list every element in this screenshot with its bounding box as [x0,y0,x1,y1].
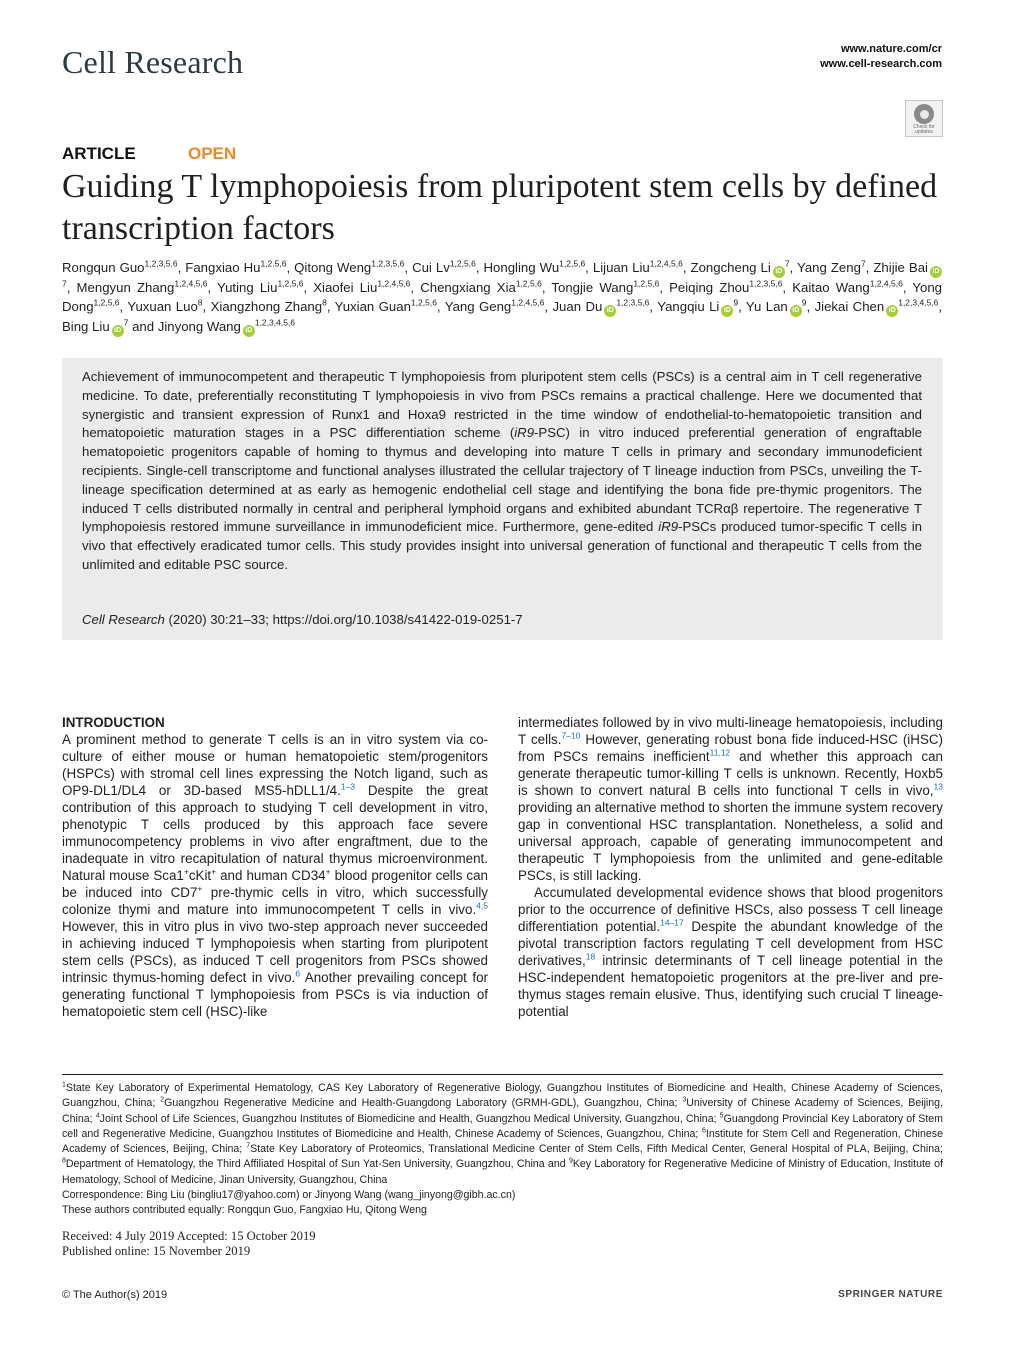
author-affiliation-marks: 7 [62,278,67,289]
body-column-left [62,714,488,1020]
author-name[interactable]: Zhijie Bai [873,260,928,275]
author-name[interactable]: Zongcheng Li [690,260,771,275]
author-affiliation-marks: 7 [123,317,129,328]
body-column-right [518,714,943,1020]
author [657,299,738,314]
author-name[interactable]: Qitong Weng [294,260,372,275]
author-affiliation-marks: 1,2,3,5,6 [371,258,405,269]
received-accepted-dates: Received: 4 July 2019 Accepted: 15 October 2019 [62,1229,316,1243]
author-affiliation-marks: 1,2,5,6 [449,258,476,269]
superscript: + [197,883,203,894]
author [211,299,327,314]
body-ref[interactable]: 7–10 [561,730,581,741]
copyright: © The Author(s) 2019 [62,1289,168,1301]
author-name[interactable]: Jiekai Chen [814,299,885,314]
equal-contribution-note: These authors contributed equally: Rongqun Guo, Fangxiao Hu, Qitong Weng [62,1204,427,1217]
affiliation-number: 8 [62,1157,66,1165]
author [815,299,939,314]
author [593,260,683,275]
affiliation-text: Guangdong Provincial Key Laboratory of Stem cell and Regenerative Medicine, Guangzhou Institutes of Biomedicine and Health, Chinese Academy of Sciences, Guangzhou, China; [62,1112,944,1140]
author-name[interactable]: Kaitao Wang [792,280,870,295]
author-affiliation-marks: 1,2,5,6 [633,278,660,289]
author [313,280,410,295]
author-affiliation-marks: 9 [733,297,739,308]
author-affiliation-marks: 1,2,4,5,6 [174,278,208,289]
orcid-icon[interactable]: iD [773,266,785,278]
author-affiliation-marks: 1,2,5,6 [559,258,586,269]
affiliation-number: 3 [682,1096,687,1104]
author-name[interactable]: Rongqun Guo [62,260,145,275]
author [484,260,586,275]
body-text: providing an alternative method to shorten the immune system recovery gap in conventional HSC transplantation. Nonetheless, a solid and universal approach, capable of generating immunocompetent and therapeutic T lymphopoiesis from the unlimited and gene-editable PSCs, is still lacking. [518,800,943,883]
author [335,299,437,314]
affiliation-text: Joint School of Life Sciences, Guangzhou Institutes of Biomedicine and Health, Guangzhou Medical University, Guangzhou, China; [99,1112,720,1125]
superscript: + [325,866,331,877]
journal-urls [820,42,942,72]
author-name[interactable]: Yong Dong [62,280,942,314]
affiliation-text: State Key Laboratory of Experimental Hematology, CAS Key Laboratory of Regenerative Biology, Guangzhou Institutes of Biomedicine and Health, Chinese Academy of Sciences, Guangzhou, China; [62,1082,943,1110]
affiliation-number: 5 [719,1112,724,1120]
body-ref[interactable]: 1–3 [340,781,356,792]
body-text: Accumulated developmental evidence shows that blood progenitors prior to the occurrence of definitive HSCs, also possess T cell lineage differentiation potential. [518,885,943,934]
affiliation-number: 1 [62,1081,66,1089]
correspondence: Correspondence: Bing Liu (bingliu17@yahoo.com) or Jinyong Wang (wang_jinyong@gibh.ac.cn) [62,1189,516,1202]
citation-journal: Cell Research [82,612,165,627]
author [552,299,649,314]
abstract-text [82,368,922,575]
italic-term: iR9 [658,519,679,535]
orcid-icon[interactable]: iD [112,325,124,337]
affiliation-text: Key Laboratory for Regenerative Medicine of Ministry of Education, Institute of Hematology, School of Medicine, Jinan University, Guangzhou, China [62,1158,943,1186]
author-affiliation-marks: 8 [322,297,327,308]
author [217,280,303,295]
orcid-icon[interactable]: iD [930,266,942,278]
orcid-icon[interactable]: iD [243,325,255,337]
body-ref[interactable]: 13 [933,781,943,792]
author-affiliation-marks: 1,2,4,5,6 [869,278,903,289]
author [445,299,545,314]
author-name[interactable]: Juan Du [552,299,603,314]
author-affiliation-marks: 1,2,3,5,6 [144,258,178,269]
left-column-text [62,731,488,1020]
author-name[interactable]: Yang Zeng [797,260,861,275]
orcid-icon[interactable]: iD [721,305,733,317]
author-name[interactable]: Hongling Wu [483,260,560,275]
published-date: Published online: 15 November 2019 [62,1244,251,1258]
body-text: Another prevailing concept for generating functional T lymphopoiesis from PSCs is via induction of hematopoietic stem cell (HSC)-like [62,970,488,1019]
body-text: However, generating robust bona fide induced-HSC (iHSC) from PSCs remains inefficient [518,732,943,764]
author [294,260,404,275]
footnote-divider [62,1074,943,1075]
check-for-updates-badge[interactable] [905,100,943,137]
author-affiliation-marks: 7 [784,258,790,269]
author-affiliation-marks: 1,2,3,4,5,6 [254,317,296,328]
affiliation-number: 9 [568,1157,573,1165]
section-heading-introduction: INTRODUCTION [62,715,165,730]
body-text: A prominent method to generate T cells is an in vitro system via co-culture of either mouse or human hematopoietic stem/progenitors (HSPCs) with stromal cell lines expressing the Notch ligand, such as OP9-DL1/DL4 or 3D-based MS5-hDLL1/4. [62,732,488,798]
body-ref[interactable]: 11,12 [709,747,731,758]
body-text: cKit [188,868,212,883]
affiliation-text: Institute for Stem Cell and Regeneration, Chinese Academy of Sciences, Beijing, China; [62,1127,943,1156]
paper-title: Guiding T lymphopoiesis from pluripotent stem cells by defined transcription factors [62,168,938,247]
author [62,319,128,334]
publisher-logo: SPRINGER NATURE [838,1289,943,1300]
paragraph [62,731,488,1020]
author-affiliation-marks: 7 [860,258,866,269]
affiliation-text: State Key Laboratory of Proteomics, Translational Medicine Center of Stem Cells, Fifth Medical Center, General Hospital of PLA, Beijing, China; [250,1143,943,1156]
author-affiliation-marks: 1,2,5,6 [410,297,437,308]
abstract-text: -PSC) in vitro induced preferential generation of engraftable hematopoietic progenitors capable of homing to thymus and developing into mature T cells in primary and secondary immunodeficient recipients. Single-cell transcriptome and functional analyses illustrated the cellular trajectory of T lineage induction from PSCs, unveiling the T-lineage specification determined at as early as hemogenic endothelial cell stage and identifying the bona fide pre-thymic progenitors. The induced T cells distributed normally in central and peripheral lymphoid organs and exhibited abundant TCRαβ repertoire. The regenerative T lymphopoiesis restored immune surveillance in immunodeficient mice. Furthermore, gene-edited [82,425,922,535]
superscript: + [211,866,217,877]
author-name[interactable]: Fangxiao Hu [185,260,261,275]
author-name[interactable]: Tongjie Wang [551,280,634,295]
author-name[interactable]: Yuxian Guan [334,299,411,314]
orcid-icon[interactable]: iD [790,305,802,317]
affiliation-text: Department of Hematology, the Third Affiliated Hospital of Sun Yat-Sen University, Guangzhou, China and [65,1158,569,1171]
author [551,280,659,295]
author-affiliation-marks: 1,2,4,5,6 [511,297,545,308]
paragraph [518,714,943,884]
body-ref[interactable]: 6 [295,968,301,979]
body-ref[interactable]: 18 [585,951,596,962]
body-ref[interactable]: 4,5 [476,900,488,911]
journal-url-nature[interactable]: www.nature.com/cr [840,43,942,55]
author-affiliation-marks: 1,2,4,5,6 [649,258,683,269]
author [420,280,542,295]
author-name[interactable]: Xiaofei Liu [313,280,378,295]
author-name[interactable]: Cui Lv [412,260,450,275]
author-affiliation-marks: 1,2,5,6 [260,258,287,269]
author-affiliation-marks: 1,2,5,6 [277,278,304,289]
body-ref[interactable]: 14–17 [660,917,684,928]
journal-title: Cell Research [62,44,244,80]
orcid-icon[interactable]: iD [886,305,898,317]
body-text: However, this in vitro plus in vivo two-step approach never succeeded in achieving induced T lymphopoiesis when starting from pluripotent stem cells (PSCs), as induced T cell progenitors from PSCs showed intrinsic thymus-homing defect in vivo. [62,919,488,985]
body-text: Despite the great contribution of this approach to studying T cell development in vitro, phenotypic T cells produced by this approach face severe immunocompetency problems in vivo after engraftment, due to the inadequate in vitro recapitulation of natural thymus microenvironment. Natural mouse Sca1 [62,783,488,883]
author-name[interactable]: Chengxiang Xia [420,280,516,295]
affiliation-number: 6 [701,1127,706,1135]
paragraph [518,884,943,1020]
author-name[interactable]: Jinyong Wang [157,319,241,334]
citation-details[interactable]: (2020) 30:21–33; https://doi.org/10.1038/s41422-019-0251-7 [164,612,523,627]
affiliations [62,1081,943,1188]
author [746,299,807,314]
author-affiliation-marks: 9 [801,297,807,308]
author-affiliation-marks: 8 [197,297,203,308]
check-updates-icon [914,104,934,124]
body-text: and whether this approach can generate therapeutic tumor-killing T cells is unknown. Recently, Hoxb5 is shown to convert natural B cells into functional T cells in vivo, [518,749,943,798]
author-name[interactable]: Mengyun Zhang [76,280,175,295]
body-text: pre-thymic cells in vitro, which successfully colonize thymi and mature into immunocompetent T cells in vivo. [62,885,488,917]
affiliation-text: Guangzhou Regenerative Medicine and Health-Guangdong Laboratory (GRMH-GDL), Guangzhou, China; [164,1097,683,1110]
author-name[interactable]: Yuxuan Luo [127,299,198,314]
author-name[interactable]: Yuting Liu [217,280,278,295]
author [127,299,202,314]
journal-url-cell-research[interactable]: www.cell-research.com [820,58,942,70]
body-text: and human CD34 [216,868,326,883]
abstract-text: -PSCs produced tumor-specific T cells in vivo that effectively eradicated tumor cells. This study provides insight into universal generation of functional and therapeutic T cells from the unlimited and editable PSC source. [82,519,922,572]
body-text: intermediates followed by in vivo multi-lineage hematopoiesis, including T cells. [518,715,943,747]
author-affiliation-marks: 1,2,3,5,6 [616,297,650,308]
author [792,280,903,295]
orcid-icon[interactable]: iD [604,305,616,317]
footnotes [62,1081,943,1219]
author-name[interactable]: Xiangzhong Zhang [210,299,323,314]
affiliation-text: University of Chinese Academy of Sciences, Beijing, China; [62,1097,944,1125]
author [669,280,782,295]
body-text: intrinsic determinants of T cell lineage potential in the HSC-independent hematopoietic progenitors at the pre-liver and pre-thymus stages remain elusive. Thus, identifying such crucial T lineage-potential [518,953,943,1019]
article-type-label: ARTICLE [62,144,136,163]
abstract-text: Achievement of immunocompetent and therapeutic T lymphopoiesis from pluripotent stem cells (PSCs) is a central aim in T cell regenerative medicine. To date, preferentially reconstituting T lymphopoiesis in vivo from PSCs remains a practical challenge. Here we documented that synergistic and transient expression of Runx1 and Hoxa9 restricted in the time window of endothelial-to-hematopoietic transition and hematopoietic maturation stages in a PSC differentiation scheme ( [82,369,922,441]
superscript: + [183,866,189,877]
author-name[interactable]: Yu Lan [745,299,788,314]
author [77,280,208,295]
author-name[interactable]: Peiqing Zhou [669,280,750,295]
author-name[interactable]: Lijuan Liu [592,260,650,275]
author [185,260,286,275]
author-name[interactable]: Yangqiu Li [657,299,720,314]
author [412,260,476,275]
affiliation-number: 7 [246,1142,251,1150]
author-affiliation-marks: 1,2,5,6 [515,278,542,289]
author-affiliation-marks: 1,2,4,5,6 [377,278,411,289]
author-name[interactable]: Yang Geng [444,299,512,314]
author-affiliation-marks: 1,2,5,6 [93,297,120,308]
italic-term: iR9 [514,425,535,441]
author [158,319,295,334]
body-text: blood progenitor cells can be induced into CD7 [62,868,488,900]
author [691,260,790,275]
check-updates-label: Check for updates [913,124,935,135]
citation-line [82,612,922,627]
author-list: Rongqun Guo$^{1,2,3,5,6}$, Fangxiao Hu$^{1,2,5,6}$, Qitong Weng$^{1,2,3,5,6}$, Cui Lv$^{1,2,5,6}$, Hongling Wu$^{1,2,5,6}$, Lijuan Liu$^{1,2,4,5,6}$, Zongcheng Li $iD^7$, Yang Zeng$^7$, Zhijie Bai $iD^7$, Mengyun Zhang$^{1,2,4,5,6}$, Yuting Liu$^{1,2,5,6}$, Xiaofei Liu$^{1,2,4,5,6}$, Chengxiang Xia$^{1,2,5,6}$, Tongjie Wang$^{1,2,5,6}$, Peiqing Zhou$^{1,2,3,5,6}$, Kaitao Wang$^{1,2,4,5,6}$, Yong Dong$^{1,2,5,6}$, Yuxuan Luo$^8$, Xiangzhong Zhang$^8$, Yuxian Guan$^{1,2,5,6}$, Yang Geng$^{1,2,4,5,6}$, Juan Du iD$^{1,2,3,5,6}$, Yangqiu Li $iD^9$, Yu Lan $iD^9$, Jiekai Chen iD$^{1,2,3,4,5,6}$, Bing Liu $iD^7$ and Jinyong Wang iD$^{1,2,3,4,5,6}$ [62,258,942,337]
author-affiliation-marks: 1,2,3,5,6 [749,278,783,289]
author-name[interactable]: Bing Liu [62,319,110,334]
author-affiliation-marks: 1,2,3,4,5,6 [898,297,939,308]
open-access-label: OPEN [188,144,237,163]
article-dates [62,1229,316,1259]
author [797,260,866,275]
body-text: Despite the abundant knowledge of the pivotal transcription factors regulating T cell development from HSC derivatives, [518,919,943,968]
affiliation-number: 2 [160,1096,165,1104]
affiliation-number: 4 [95,1112,100,1120]
author [62,260,178,275]
